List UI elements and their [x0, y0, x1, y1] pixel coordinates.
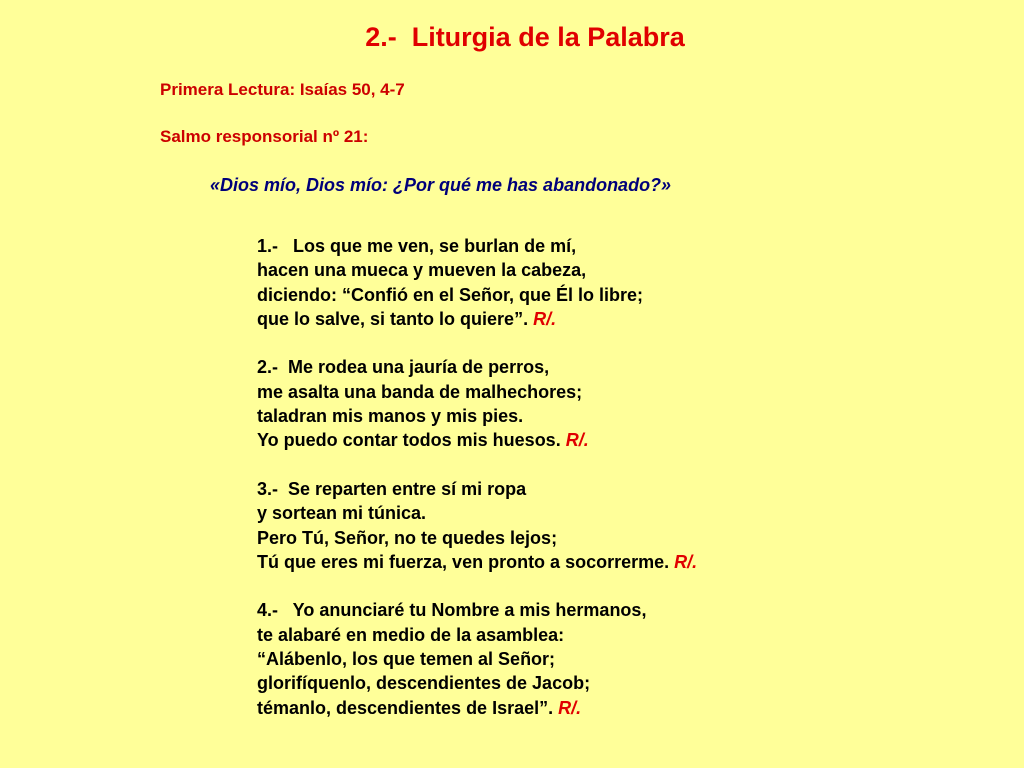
stanza-line: taladran mis manos y mis pies.	[257, 406, 524, 427]
psalm-heading: Salmo responsorial nº 21:	[160, 127, 369, 146]
stanza-line-last	[257, 307, 697, 331]
stanza-line: Pero Tú, Señor, no te quedes lejos;	[257, 527, 558, 548]
stanza-2	[257, 355, 697, 452]
first-reading-label: Primera Lectura: Isaías 50, 4-7	[160, 80, 405, 99]
refrain-mark: R/.	[565, 430, 589, 451]
refrain-mark: R/.	[558, 697, 582, 718]
stanza-line: diciendo: “Confió en el Señor, que Él lo libre;	[257, 284, 644, 305]
stanza-line-last	[257, 696, 697, 720]
stanza-line: “Alábenlo, los que temen al Señor;	[257, 649, 556, 670]
stanza-3	[257, 477, 697, 574]
stanza-line-last	[257, 428, 697, 452]
slide-title: 2.- Liturgia de la Palabra	[365, 22, 685, 52]
psalm-stanzas	[257, 234, 697, 744]
stanza-4	[257, 598, 697, 719]
stanza-line-text: Tú que eres mi fuerza, ven pronto a socorrerme.	[257, 551, 675, 572]
stanza-line: 2.- Me rodea una jauría de perros,	[257, 357, 550, 378]
psalm-response: «Dios mío, Dios mío: ¿Por qué me has abandonado?»	[210, 175, 672, 195]
stanza-line-text: Yo puedo contar todos mis huesos.	[257, 430, 566, 451]
refrain-mark: R/.	[674, 551, 698, 572]
stanza-line: 3.- Se reparten entre sí mi ropa	[257, 478, 527, 499]
stanza-line: 1.- Los que me ven, se burlan de mí,	[257, 236, 577, 256]
stanza-line: 4.- Yo anunciaré tu Nombre a mis hermanos,	[257, 600, 647, 621]
stanza-line-last	[257, 550, 697, 574]
stanza-line: y sortean mi túnica.	[257, 503, 427, 524]
stanza-line-text: témanlo, descendientes de Israel”.	[257, 697, 559, 718]
stanza-line: hacen una mueca y mueven la cabeza,	[257, 260, 587, 281]
stanza-line: me asalta una banda de malhechores;	[257, 381, 583, 402]
stanza-line: glorifíquenlo, descendientes de Jacob;	[257, 673, 591, 694]
stanza-line: te alabaré en medio de la asamblea:	[257, 624, 565, 645]
stanza-1	[257, 234, 697, 331]
refrain-mark: R/.	[533, 308, 557, 329]
stanza-line-text: que lo salve, si tanto lo quiere”.	[257, 308, 534, 329]
